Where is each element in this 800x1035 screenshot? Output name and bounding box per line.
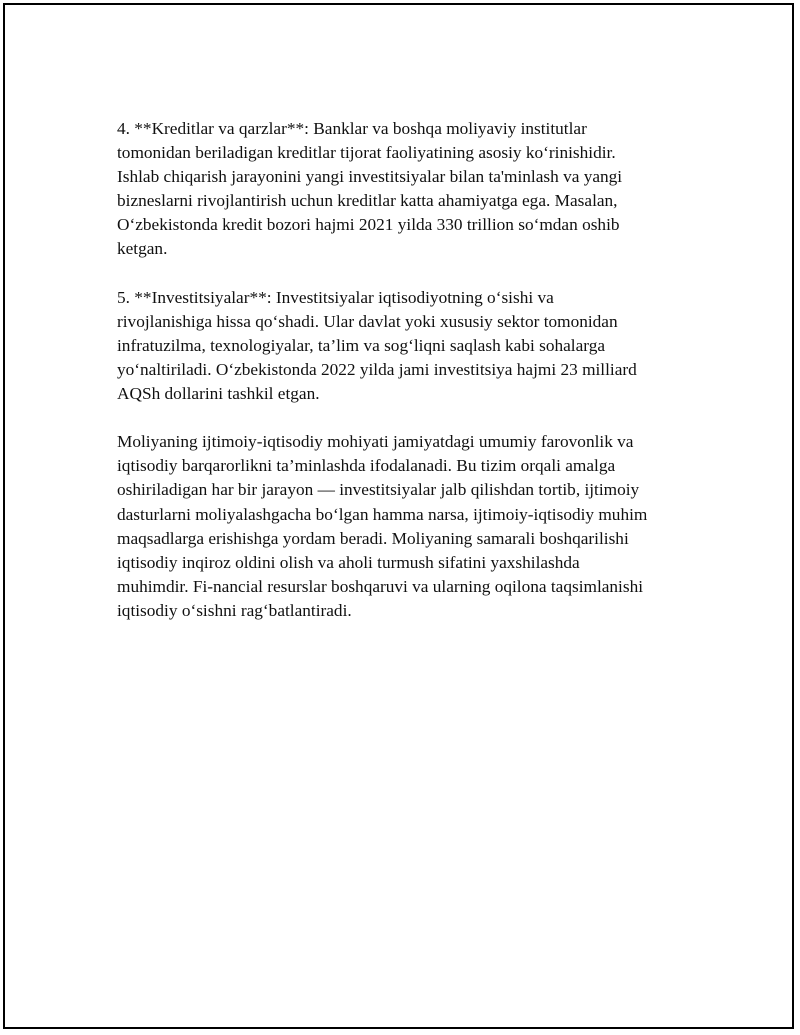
text-line: bizneslarni rivojlantirish uchun kreditlar katta ahamiyatga ega. Masalan, — [117, 191, 618, 211]
paragraph-conclusion — [117, 430, 697, 623]
text-line: iqtisodiy barqarorlikni ta’minlashda ifodalanadi. Bu tizim orqali amalga — [117, 456, 616, 476]
text-line: 5. **Investitsiyalar**: Investitsiyalar iqtisodiyotning o‘sishi va — [117, 287, 554, 307]
text-line: muhimdir. Fi-nancial resurslar boshqaruvi va ularning oqilona taqsimlanishi — [117, 576, 644, 596]
text-line: oshiriladigan har bir jarayon — investitsiyalar jalb qilishdan tortib, ijtimoiy — [117, 480, 640, 500]
text-line: maqsadlarga erishishga yordam beradi. Moliyaning samarali boshqarilishi — [117, 528, 629, 548]
paragraph-credits — [117, 117, 697, 262]
text-line: tomonidan beriladigan kreditlar tijorat faoliyatining asosiy ko‘rinishidir. — [117, 143, 616, 163]
text-line: infratuzilma, texnologiyalar, ta’lim va sog‘liqni saqlash kabi sohalarga — [117, 335, 606, 355]
text-line: iqtisodiy o‘sishni rag‘batlantiradi. — [117, 600, 352, 620]
text-line: ketgan. — [117, 239, 168, 259]
text-line: O‘zbekistonda kredit bozori hajmi 2021 yilda 330 trillion so‘mdan oshib — [117, 215, 620, 235]
text-line: dasturlarni moliyalashgacha bo‘lgan hamma narsa, ijtimoiy-iqtisodiy muhim — [117, 504, 648, 524]
text-line: yo‘naltiriladi. O‘zbekistonda 2022 yilda jami investitsiya hajmi 23 milliard — [117, 359, 637, 379]
text-line: Moliyaning ijtimoiy-iqtisodiy mohiyati jamiyatdagi umumiy farovonlik va — [117, 432, 634, 452]
text-line: iqtisodiy inqiroz oldini olish va aholi turmush sifatini yaxshilashda — [117, 552, 580, 572]
text-line: rivojlanishiga hissa qo‘shadi. Ular davlat yoki xususiy sektor tomonidan — [117, 311, 618, 331]
text-line: Ishlab chiqarish jarayonini yangi investitsiyalar bilan ta'minlash va yangi — [117, 167, 623, 187]
paragraph-investments — [117, 286, 697, 406]
document-body — [117, 117, 697, 647]
text-line: 4. **Kreditlar va qarzlar**: Banklar va boshqa moliyaviy institutlar — [117, 119, 587, 138]
text-line: AQSh dollarini tashkil etgan. — [117, 384, 320, 404]
